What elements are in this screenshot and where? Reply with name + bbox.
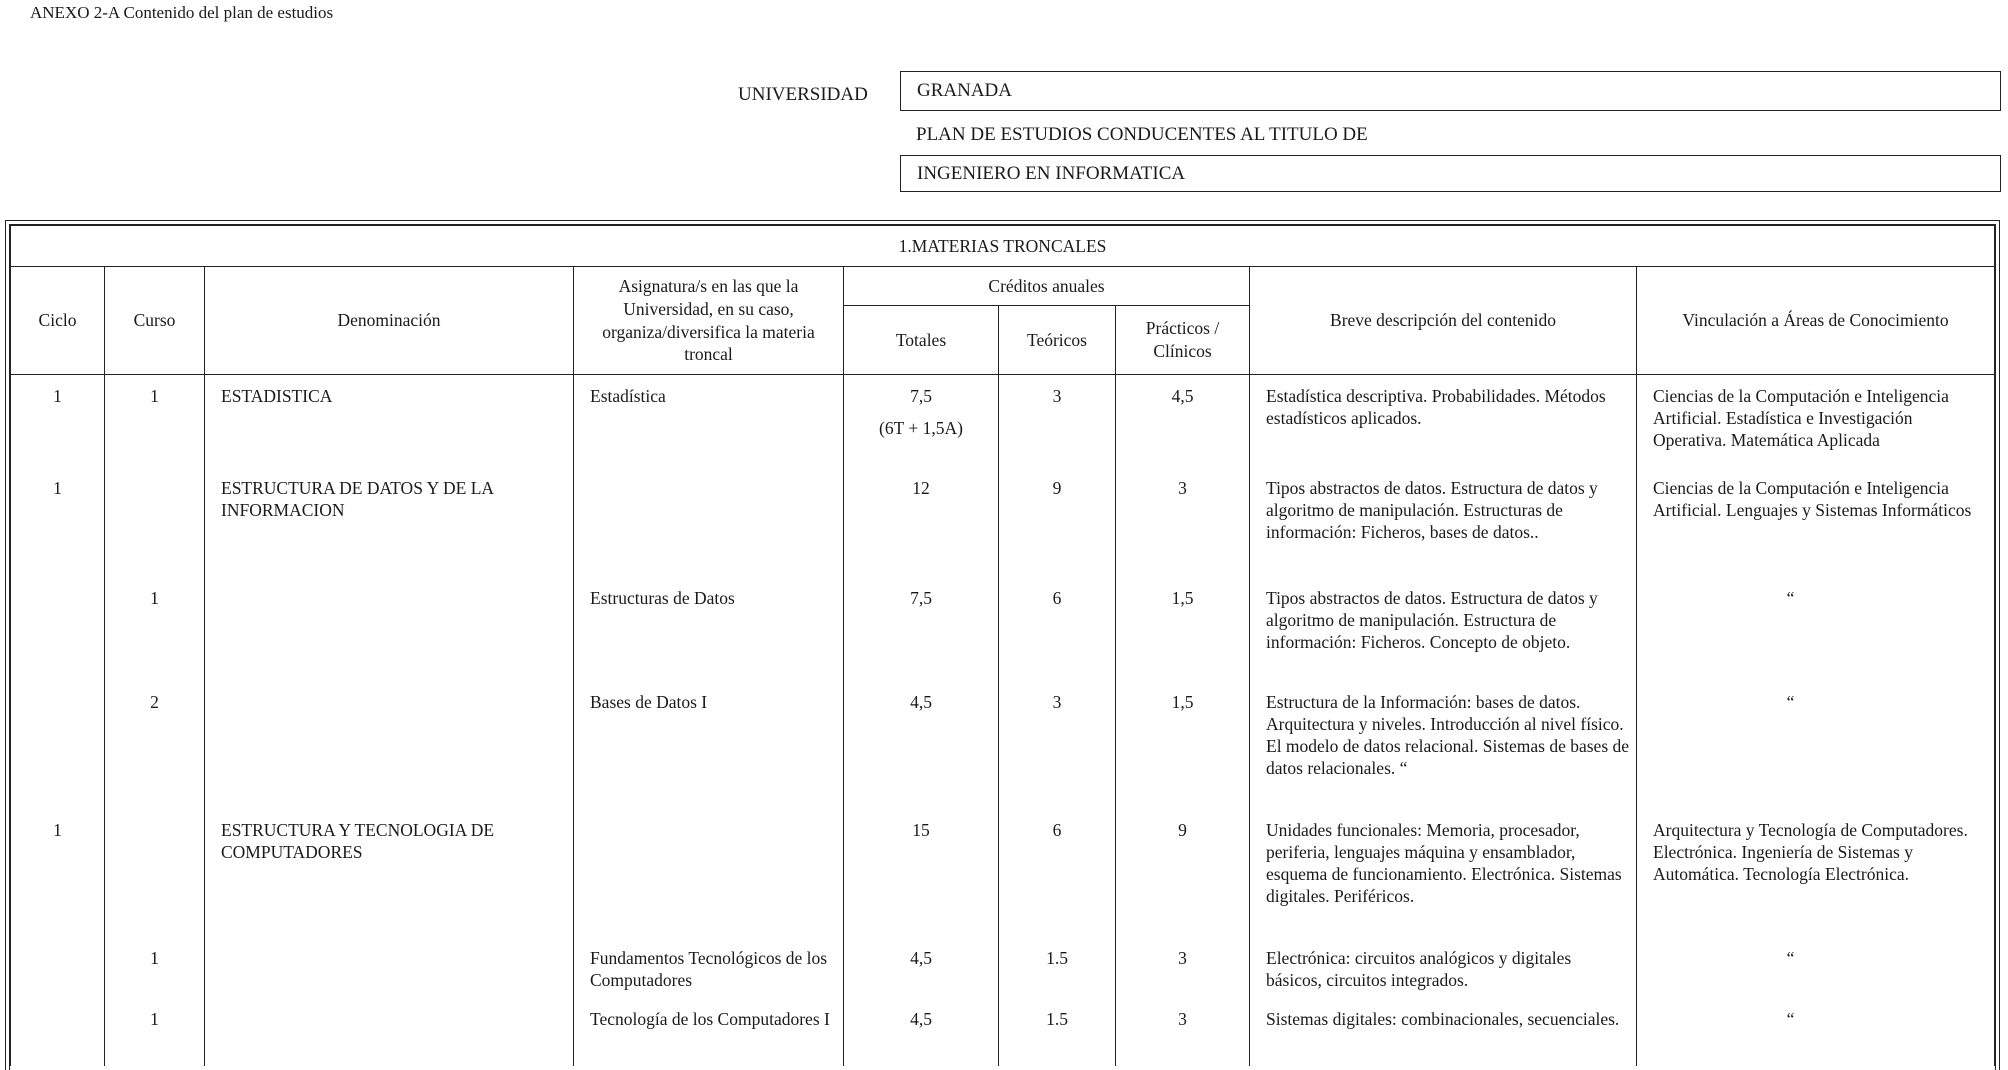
cell-asignatura: Tecnología de los Computadores I (574, 1006, 844, 1066)
university-box (900, 71, 2001, 111)
header-ciclo: Ciclo (11, 267, 105, 375)
cell-descripcion: Electrónica: circuitos analógicos y digitales básicos, circuitos integrados. (1250, 945, 1637, 1006)
cell-asignatura (574, 475, 844, 585)
cell-asignatura (574, 817, 844, 945)
header-creditos: Créditos anuales (844, 267, 1250, 306)
cell-descripcion: Sistemas digitales: combinacionales, secuenciales. (1250, 1006, 1637, 1066)
table-row (11, 945, 1995, 1006)
cell-ciclo (11, 689, 105, 817)
cell-totales: 15 (844, 817, 999, 945)
cell-ciclo (11, 585, 105, 689)
header-curso: Curso (105, 267, 205, 375)
cell-totales: 4,5 (844, 945, 999, 1006)
cell-practicos: 1,5 (1116, 585, 1250, 689)
ditto-mark: “ (1786, 947, 1795, 968)
cell-teoricos: 3 (999, 689, 1116, 817)
cell-teoricos: 1.5 (999, 945, 1116, 1006)
cell-teoricos: 3 (999, 375, 1116, 475)
cell-totales: 7,5 (844, 585, 999, 689)
cell-practicos: 3 (1116, 945, 1250, 1006)
cell-ciclo: 1 (11, 475, 105, 585)
cell-asignatura: Estadística (574, 375, 844, 475)
cell-ciclo (11, 1006, 105, 1066)
cell-practicos: 3 (1116, 475, 1250, 585)
university-value: GRANADA (917, 80, 1012, 101)
cell-descripcion: Unidades funcionales: Memoria, procesador, periferia, lenguajes máquina y ensamblador, esquema de funcionamiento. Electrónica. Sistemas digitales. Periféricos. (1250, 817, 1637, 945)
table-row (11, 689, 1995, 817)
cell-curso: 1 (105, 1006, 205, 1066)
header-asignatura: Asignatura/s en las que la Universidad, en su caso, organiza/diversifica la materia troncal (574, 267, 844, 375)
cell-descripcion: Estructura de la Información: bases de datos. Arquitectura y niveles. Introducción al nivel físico. El modelo de datos relacional. Sistemas de bases de datos relacionales. “ (1250, 689, 1637, 817)
cell-asignatura: Estructuras de Datos (574, 585, 844, 689)
cell-curso: 2 (105, 689, 205, 817)
cell-practicos: 3 (1116, 1006, 1250, 1066)
cell-curso (105, 475, 205, 585)
table-row (11, 585, 1995, 689)
cell-denominacion: ESTRUCTURA DE DATOS Y DE LA INFORMACION (205, 475, 574, 585)
header-practicos: Prácticos / Clínicos (1116, 306, 1250, 375)
cell-descripcion: Tipos abstractos de datos. Estructura de datos y algoritmo de manipulación. Estructura de información: Ficheros. Concepto de objeto. (1250, 585, 1637, 689)
cell-totales: 4,5 (844, 1006, 999, 1066)
plan-label: PLAN DE ESTUDIOS CONDUCENTES AL TITULO DE (916, 124, 1368, 145)
cell-ciclo: 1 (11, 817, 105, 945)
cell-curso (105, 817, 205, 945)
cell-areas: Ciencias de la Computación e Inteligencia Artificial. Lenguajes y Sistemas Informáticos (1637, 475, 1995, 585)
header-teoricos: Teóricos (999, 306, 1116, 375)
cell-teoricos: 9 (999, 475, 1116, 585)
curriculum-table-frame (5, 220, 2000, 1070)
cell-practicos: 1,5 (1116, 689, 1250, 817)
ditto-mark: “ (1786, 587, 1795, 608)
cell-totales (844, 375, 999, 475)
cell-curso: 1 (105, 585, 205, 689)
cell-teoricos: 1.5 (999, 1006, 1116, 1066)
cell-asignatura: Fundamentos Tecnológicos de los Computadores (574, 945, 844, 1006)
cell-denominacion (205, 945, 574, 1006)
cell-denominacion: ESTRUCTURA Y TECNOLOGIA DE COMPUTADORES (205, 817, 574, 945)
table-row (11, 375, 1995, 475)
cell-denominacion (205, 689, 574, 817)
cell-denominacion (205, 585, 574, 689)
cell-areas: Arquitectura y Tecnología de Computadores. Electrónica. Ingeniería de Sistemas y Automática. Tecnología Electrónica. (1637, 817, 1995, 945)
cell-descripcion: Tipos abstractos de datos. Estructura de datos y algoritmo de manipulación. Estructuras de información: Ficheros, bases de datos.. (1250, 475, 1637, 585)
cell-denominacion (205, 1006, 574, 1066)
cell-denominacion: ESTADISTICA (205, 375, 574, 475)
cell-practicos: 9 (1116, 817, 1250, 945)
cell-teoricos: 6 (999, 817, 1116, 945)
cell-asignatura: Bases de Datos I (574, 689, 844, 817)
cell-curso: 1 (105, 375, 205, 475)
header-areas: Vinculación a Áreas de Conocimiento (1637, 267, 1995, 375)
cell-curso: 1 (105, 945, 205, 1006)
degree-box (900, 155, 2001, 192)
totales-breakdown: (6T + 1,5A) (879, 418, 963, 438)
table-row (11, 817, 1995, 945)
university-label: UNIVERSIDAD (738, 84, 868, 105)
cell-descripcion: Estadística descriptiva. Probabilidades. Métodos estadísticos aplicados. (1250, 375, 1637, 475)
cell-areas: Ciencias de la Computación e Inteligencia Artificial. Estadística e Investigación Operativa. Matemática Aplicada (1637, 375, 1995, 475)
header-descripcion: Breve descripción del contenido (1250, 267, 1637, 375)
curriculum-table (10, 225, 1995, 1066)
header-denominacion: Denominación (205, 267, 574, 375)
annex-title: ANEXO 2-A Contenido del plan de estudios (30, 3, 334, 22)
ditto-mark: “ (1786, 1008, 1795, 1029)
totales-value: 7,5 (910, 386, 932, 406)
cell-totales: 4,5 (844, 689, 999, 817)
section-title: 1.MATERIAS TRONCALES (11, 226, 1995, 267)
cell-teoricos: 6 (999, 585, 1116, 689)
cell-ciclo (11, 945, 105, 1006)
header-totales: Totales (844, 306, 999, 375)
cell-practicos: 4,5 (1116, 375, 1250, 475)
table-row (11, 1006, 1995, 1066)
table-row (11, 475, 1995, 585)
degree-value: INGENIERO EN INFORMATICA (917, 162, 1186, 184)
cell-totales: 12 (844, 475, 999, 585)
ditto-mark: “ (1786, 691, 1795, 712)
cell-ciclo: 1 (11, 375, 105, 475)
